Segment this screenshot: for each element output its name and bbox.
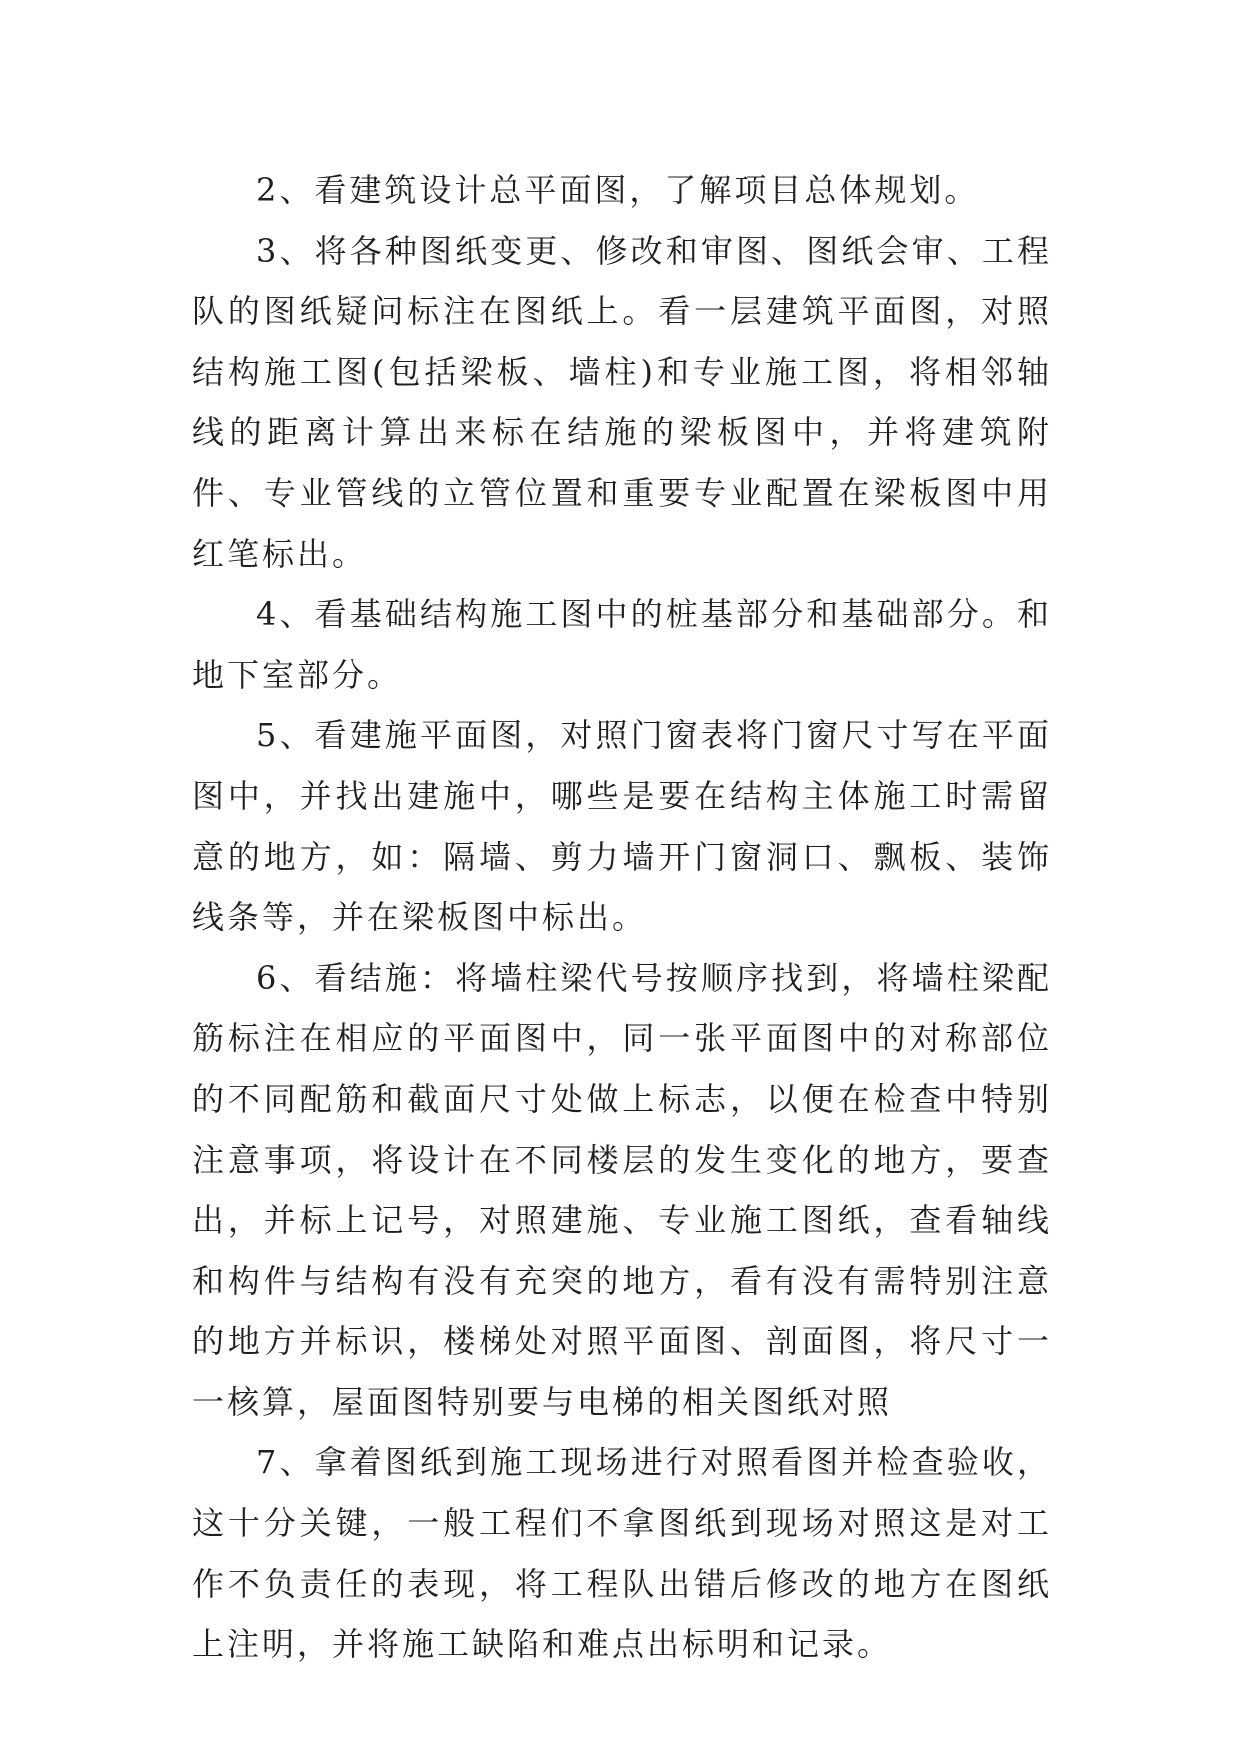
paragraph-step-7: 7、拿着图纸到施工现场进行对照看图并检查验收，这十分关键，一般工程们不拿图纸到现场对照这是对工作不负责任的表现，将工程队出错后修改的地方在图纸上注明，并将施工缺陷和难点出标明和记录。 [192, 1443, 1052, 1664]
paragraph-step-5: 5、看建施平面图，对照门窗表将门窗尺寸写在平面图中，并找出建施中，哪些是要在结构主体施工时需留意的地方，如：隔墙、剪力墙开门窗洞口、飘板、装饰线条等，并在梁板图中标出。 [192, 716, 1052, 937]
document-body [192, 160, 1052, 1675]
paragraph-step-2: 2、看建筑设计总平面图，了解项目总体规划。 [256, 171, 980, 209]
paragraph-step-6: 6、看结施：将墙柱梁代号按顺序找到，将墙柱梁配筋标注在相应的平面图中，同一张平面图中的对称部位的不同配筋和截面尺寸处做上标志，以便在检查中特别注意事项，将设计在不同楼层的发生变化的地方，要查出，并标上记号，对照建施、专业施工图纸，查看轴线和构件与结构有没有充突的地方，看有没有需特别注意的地方并标识，楼梯处对照平面图、剖面图，将尺寸一一核算，屋面图特别要与电梯的相关图纸对照 [192, 958, 1052, 1421]
paragraph-step-4: 4、看基础结构施工图中的桩基部分和基础部分。和地下室部分。 [192, 595, 1052, 694]
paragraph-step-3: 3、将各种图纸变更、修改和审图、图纸会审、工程队的图纸疑问标注在图纸上。看一层建筑平面图，对照结构施工图(包括梁板、墙柱)和专业施工图，将相邻轴线的距离计算出来标在结施的梁板图中，并将建筑附件、专业管线的立管位置和重要专业配置在梁板图中用红笔标出。 [192, 231, 1052, 573]
